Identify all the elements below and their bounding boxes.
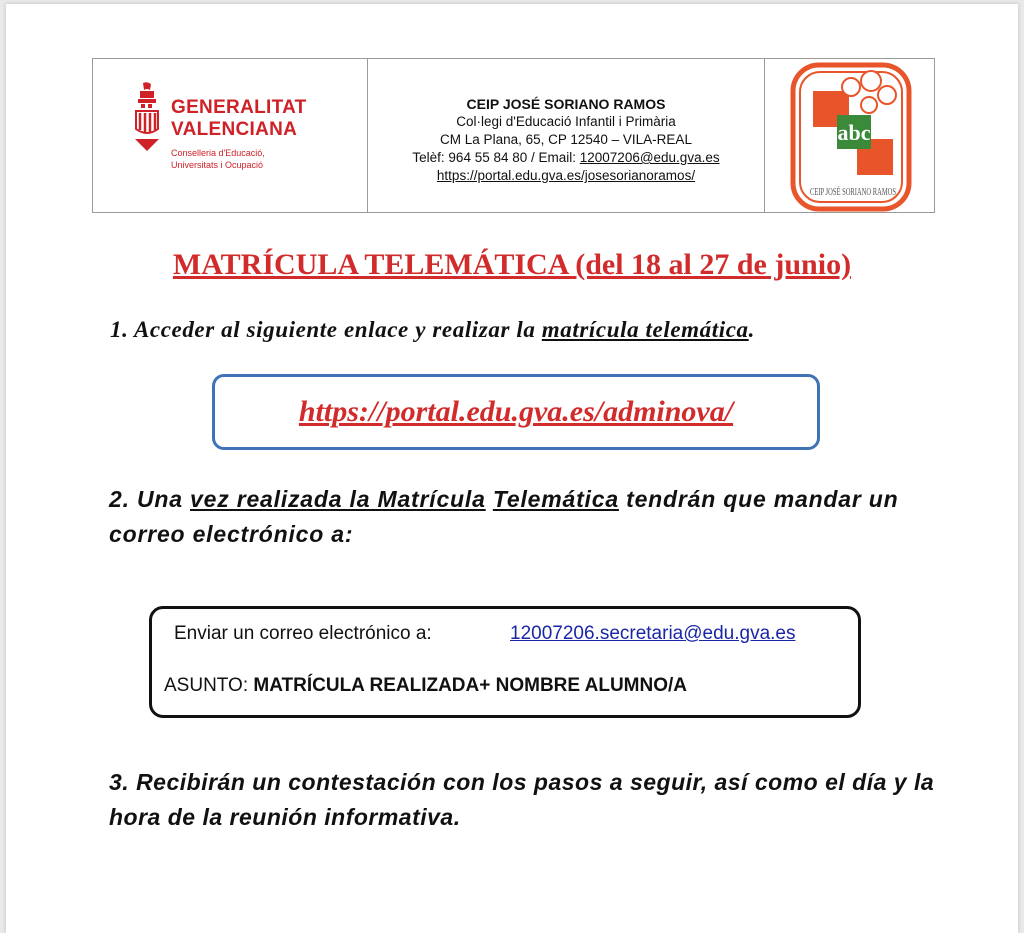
step-2-space (486, 486, 493, 512)
school-logo-letters: abc (837, 120, 871, 145)
step-2-part2: tendrán que mandar un correo electrónico a: (109, 486, 899, 547)
generalitat-name: GENERALITAT VALENCIANA (171, 97, 307, 140)
document-page (6, 4, 1018, 933)
conselleria-name: Conselleria d'Educació, Universitats i Ocupació (171, 148, 265, 170)
step-2-part1: 2. Una (109, 486, 191, 512)
step-1 (110, 317, 755, 343)
step-2-underline-2: Telemática (492, 486, 619, 512)
step-1-text: Acceder al siguiente enlace y realizar la (133, 317, 542, 342)
school-contact (368, 149, 764, 167)
email-subject-value: MATRÍCULA REALIZADA+ NOMBRE ALUMNO/A (253, 675, 688, 696)
school-website-link[interactable]: https://portal.edu.gva.es/josesorianoramos/ (436, 168, 696, 183)
school-email-link[interactable]: 12007206@edu.gva.es (579, 150, 720, 165)
school-phone: Telèf: 964 55 84 80 / Email: (412, 150, 580, 165)
email-subject-label: ASUNTO: (164, 675, 254, 696)
step-2-underline-1: vez realizada la Matrícula (190, 486, 486, 512)
step-1-end: . (748, 317, 755, 342)
page-title: MATRÍCULA TELEMÁTICA (del 18 al 27 de junio) (172, 248, 852, 281)
secretary-email-link[interactable]: 12007206.secretaria@edu.gva.es (510, 623, 796, 644)
school-address: CM La Plana, 65, CP 12540 – VILA-REAL (440, 132, 692, 147)
enrollment-link-box (212, 374, 820, 450)
school-logo-icon (789, 61, 942, 213)
generalitat-logo-cell (93, 59, 368, 212)
school-logo-cell (765, 59, 942, 212)
school-logo-ring-text: CEIP JOSÉ SORIANO RAMOS (810, 187, 942, 198)
step-2 (109, 482, 929, 552)
enrollment-link[interactable]: https://portal.edu.gva.es/adminova/ (298, 395, 734, 428)
school-name: CEIP JOSÉ SORIANO RAMOS (466, 96, 666, 112)
letterhead (92, 58, 942, 213)
step-1-highlight: matrícula telemática (541, 317, 749, 342)
email-label: Enviar un correo electrónico a: (174, 623, 432, 644)
school-info-cell (368, 59, 765, 212)
step-1-number: 1. (110, 317, 129, 342)
school-type: Col·legi d'Educació Infantil i Primària (456, 114, 676, 129)
generalitat-emblem-icon (133, 81, 163, 153)
email-instructions-box (149, 606, 861, 718)
email-subject (164, 675, 687, 697)
step-3: 3. Recibirán un contestación con los pasos a seguir, así como el día y la hora de la reunión informativa. (109, 769, 935, 830)
